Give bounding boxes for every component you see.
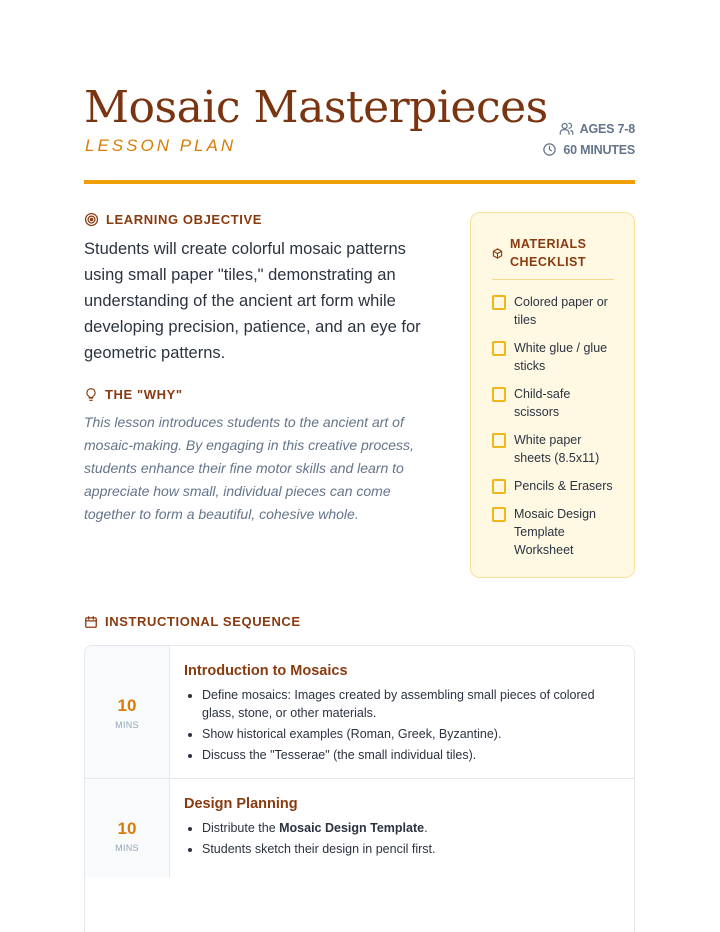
ages-label: AGES 7-8 — [579, 121, 635, 136]
target-icon — [84, 212, 99, 227]
material-label: White glue / glue sticks — [514, 341, 608, 373]
clock-icon — [542, 142, 557, 157]
sequence-step — [85, 779, 634, 932]
step-content — [170, 779, 634, 932]
objective-heading-text: LEARNING OBJECTIVE — [106, 212, 262, 227]
materials-heading-text: MATERIALS CHECKLIST — [510, 237, 587, 269]
material-label: White paper sheets (8.5x11) — [514, 433, 600, 465]
calendar-icon — [84, 615, 98, 629]
step-duration — [85, 779, 170, 877]
material-item[interactable] — [492, 505, 617, 559]
duration-row — [542, 139, 635, 160]
page-title: Mosaic Masterpieces — [84, 82, 548, 133]
package-icon — [492, 248, 503, 259]
lightbulb-icon — [84, 387, 98, 402]
material-item[interactable] — [492, 385, 617, 421]
materials-heading — [492, 235, 614, 280]
step-bullet: • Show historical examples (Roman, Greek, Byzantine). — [202, 725, 620, 743]
duration-label: 60 MINUTES — [563, 142, 635, 157]
ages-row — [542, 118, 635, 139]
material-item[interactable] — [492, 339, 617, 375]
material-label: Child-safe scissors — [514, 387, 571, 419]
step-title: Design Planning — [184, 796, 298, 812]
step-unit: MINS — [115, 843, 139, 853]
why-heading-text: THE "WHY" — [105, 387, 183, 402]
step-bullets — [184, 819, 620, 858]
objective-heading — [84, 212, 262, 227]
step-unit: MINS — [115, 720, 139, 730]
header-divider — [84, 180, 635, 184]
material-item[interactable] — [492, 293, 617, 329]
material-checkbox[interactable] — [492, 507, 506, 522]
sequence-heading — [84, 614, 301, 629]
step-minutes: 10 — [117, 819, 137, 838]
objective-text: Students will create colorful mosaic patterns using small paper "tiles," demonstrating an understanding of the ancient art form while developing precision, patience, and an eye for geometric patterns. — [84, 240, 421, 362]
material-checkbox[interactable] — [492, 479, 506, 494]
materials-checklist-card — [470, 212, 635, 578]
material-label: Mosaic Design Template Worksheet — [514, 507, 596, 557]
material-checkbox[interactable] — [492, 295, 506, 310]
step-title: Introduction to Mosaics — [184, 663, 348, 679]
step-minutes: 10 — [117, 696, 137, 715]
why-text: This lesson introduces students to the ancient art of mosaic-making. By engaging in this creative process, students enhance their fine motor skills and learn to appreciate how small, individual pieces can come together to form a beautiful, cohesive whole. — [84, 414, 414, 522]
step-bullet: • Define mosaics: Images created by assembling small pieces of colored glass, stone, or other materials. — [202, 686, 620, 722]
material-checkbox[interactable] — [492, 433, 506, 448]
step-duration — [85, 646, 170, 778]
step-bullet: • Discuss the "Tesserae" (the small individual tiles). — [202, 746, 620, 764]
lesson-meta — [542, 118, 635, 160]
sequence-heading-text: INSTRUCTIONAL SEQUENCE — [105, 614, 301, 629]
why-heading — [84, 387, 183, 402]
step-bullet: • Students sketch their design in pencil first. — [202, 840, 620, 858]
step-bullet — [202, 819, 620, 837]
users-icon — [559, 121, 574, 136]
material-checkbox[interactable] — [492, 341, 506, 356]
material-label: Pencils & Erasers — [514, 479, 613, 493]
material-item[interactable] — [492, 477, 617, 495]
material-label: Colored paper or tiles — [514, 295, 608, 327]
sequence-table — [84, 645, 635, 932]
material-item[interactable] — [492, 431, 617, 467]
step-content — [170, 646, 634, 778]
step-bullets — [184, 686, 620, 764]
page-subtitle: LESSON PLAN — [85, 136, 237, 155]
bullet-text: Distribute the — [202, 821, 280, 835]
material-checkbox[interactable] — [492, 387, 506, 402]
bullet-text: . — [424, 821, 428, 835]
template-name: Mosaic Design Template — [279, 821, 425, 835]
sequence-step — [85, 646, 634, 779]
